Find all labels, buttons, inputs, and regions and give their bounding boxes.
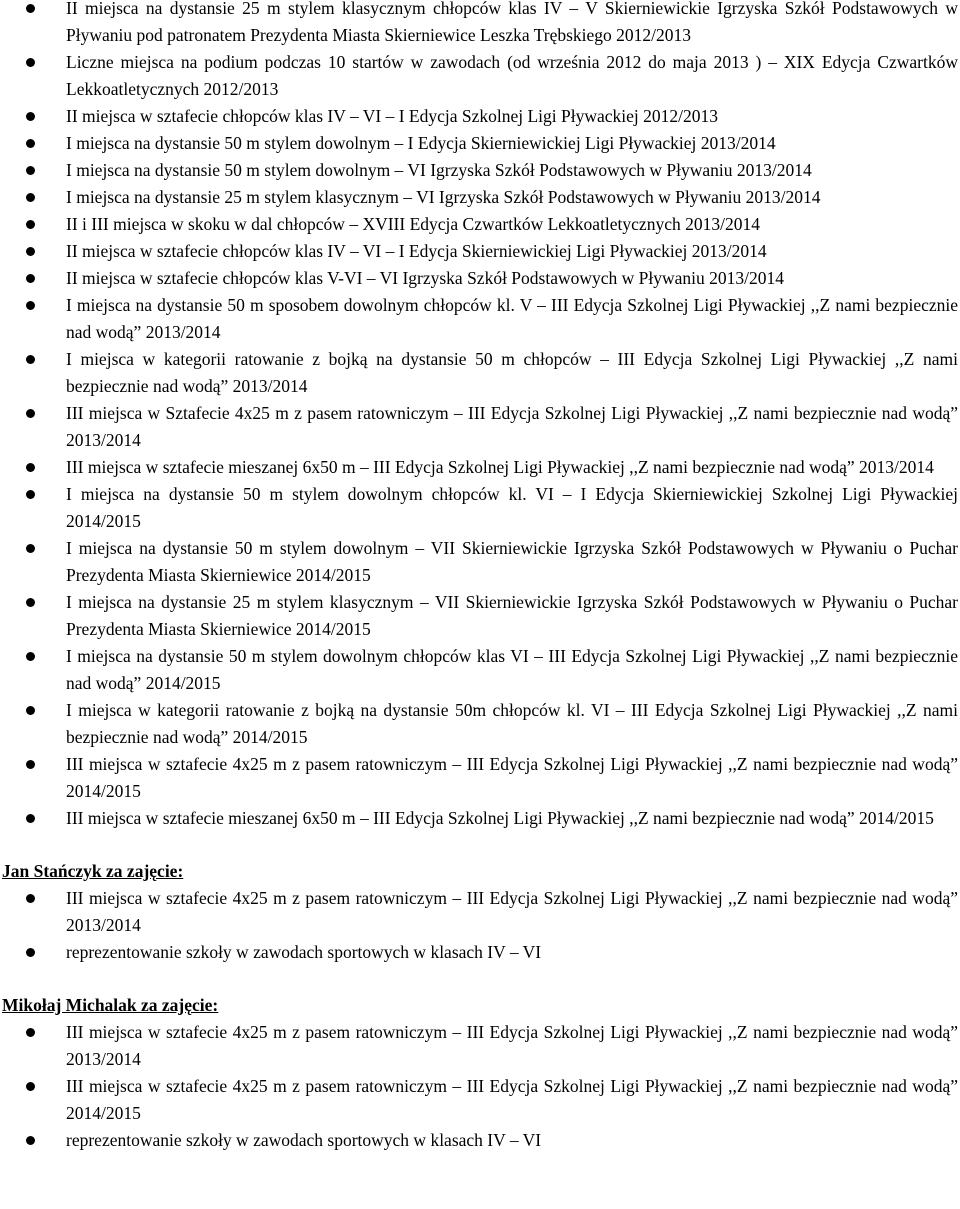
list-item	[0, 238, 960, 265]
list-item	[0, 211, 960, 238]
list-item	[0, 481, 960, 535]
list-item	[0, 130, 960, 157]
list-item	[0, 400, 960, 454]
list-item	[0, 939, 960, 966]
section-heading-mikolaj-michalak: Mikołaj Michalak za zajęcie:	[2, 995, 219, 1015]
bullet-icon	[26, 948, 35, 957]
bullet-icon	[26, 409, 35, 418]
list-item-text: I miejsca w kategorii ratowanie z bojką na dystansie 50m chłopców kl. VI – III Edycja Szkolnej Ligi Pływackiej ,,Z nami bezpiecznie nad wodą” 2014/2015	[66, 700, 958, 747]
list-item-text: III miejsca w sztafecie 4x25 m z pasem ratowniczym – III Edycja Szkolnej Ligi Pływackiej ,,Z nami bezpiecznie nad wodą” 2013/2014	[66, 1022, 958, 1069]
list-item	[0, 535, 960, 589]
bullet-icon	[26, 355, 35, 364]
list-item-text: I miejsca na dystansie 50 m stylem dowolnym chłopców kl. VI – I Edycja Skierniewickiej Szkolnej Ligi Pływackiej 2014/2015	[66, 484, 958, 531]
list-item-text: reprezentowanie szkoły w zawodach sportowych w klasach IV – VI	[66, 942, 542, 962]
list-item	[0, 292, 960, 346]
list-item-text: II miejsca w sztafecie chłopców klas IV – VI – I Edycja Szkolnej Ligi Pływackiej 2012/2013	[66, 106, 719, 126]
list-item	[0, 454, 960, 481]
bullet-icon	[26, 544, 35, 553]
list-item	[0, 885, 960, 939]
list-item-text: III miejsca w sztafecie mieszanej 6x50 m – III Edycja Szkolnej Ligi Pływackiej ,,Z nami bezpiecznie nad wodą” 2014/2015	[66, 808, 934, 828]
list-item-text: III miejsca w sztafecie mieszanej 6x50 m – III Edycja Szkolnej Ligi Pływackiej ,,Z nami bezpiecznie nad wodą” 2013/2014	[66, 457, 934, 477]
list-item	[0, 346, 960, 400]
list-item	[0, 1073, 960, 1127]
bullet-icon	[26, 814, 35, 823]
list-item	[0, 1019, 960, 1073]
bullet-icon	[26, 706, 35, 715]
list-item	[0, 0, 960, 49]
list-item	[0, 157, 960, 184]
bullet-icon	[26, 490, 35, 499]
bullet-icon	[26, 58, 35, 67]
bullet-icon	[26, 4, 35, 13]
list-item	[0, 103, 960, 130]
list-item-text: III miejsca w sztafecie 4x25 m z pasem ratowniczym – III Edycja Szkolnej Ligi Pływackiej ,,Z nami bezpiecznie nad wodą” 2013/2014	[66, 888, 958, 935]
list-item-text: III miejsca w Sztafecie 4x25 m z pasem ratowniczym – III Edycja Szkolnej Ligi Pływackiej ,,Z nami bezpiecznie nad wodą” 2013/2014	[66, 403, 958, 450]
list-item	[0, 805, 960, 832]
list-item	[0, 265, 960, 292]
list-item-text: I miejsca na dystansie 50 m stylem dowolnym chłopców klas VI – III Edycja Szkolnej Ligi Pływackiej ,,Z nami bezpiecznie nad wodą” 2014/2015	[66, 646, 958, 693]
section-heading-jan-stanczyk: Jan Stańczyk za zajęcie:	[2, 861, 184, 881]
list-item	[0, 697, 960, 751]
bullet-icon	[26, 193, 35, 202]
list-item-text: I miejsca w kategorii ratowanie z bojką na dystansie 50 m chłopców – III Edycja Szkolnej Ligi Pływackiej ,,Z nami bezpiecznie nad wodą” 2013/2014	[66, 349, 958, 396]
list-item	[0, 589, 960, 643]
list-item	[0, 49, 960, 103]
bullet-icon	[26, 1028, 35, 1037]
bullet-icon	[26, 274, 35, 283]
bullet-icon	[26, 463, 35, 472]
bullet-icon	[26, 760, 35, 769]
list-item-text: I miejsca na dystansie 50 m stylem dowolnym – VII Skierniewickie Igrzyska Szkół Podstawowych w Pływaniu o Puchar Prezydenta Miasta Skierniewice 2014/2015	[66, 538, 958, 585]
bullet-icon	[26, 139, 35, 148]
list-item-text: II miejsca w sztafecie chłopców klas IV – VI – I Edycja Skierniewickiej Ligi Pływackiej 2013/2014	[66, 241, 767, 261]
bullet-icon	[26, 112, 35, 121]
list-item-text: II i III miejsca w skoku w dal chłopców – XVIII Edycja Czwartków Lekkoatletycznych 2013/2014	[66, 214, 760, 234]
list-item-text: II miejsca na dystansie 25 m stylem klasycznym chłopców klas IV – V Skierniewickie Igrzyska Szkół Podstawowych w Pływaniu pod patronatem Prezydenta Miasta Skierniewice Leszka Trębskiego 2012/2013	[66, 0, 958, 45]
bullet-icon	[26, 247, 35, 256]
list-item	[0, 1127, 960, 1154]
list-item-text: I miejsca na dystansie 25 m stylem klasycznym – VI Igrzyska Szkół Podstawowych w Pływaniu 2013/2014	[66, 187, 821, 207]
bullet-icon	[26, 652, 35, 661]
list-item-text: reprezentowanie szkoły w zawodach sportowych w klasach IV – VI	[66, 1130, 542, 1150]
list-item	[0, 184, 960, 211]
bullet-icon	[26, 166, 35, 175]
list-item-text: I miejsca na dystansie 50 m stylem dowolnym – VI Igrzyska Szkół Podstawowych w Pływaniu 2013/2014	[66, 160, 812, 180]
list-item-text: Liczne miejsca na podium podczas 10 startów w zawodach (od września 2012 do maja 2013 ) – XIX Edycja Czwartków Lekkoatletycznych 2012/2013	[66, 52, 958, 99]
achievement-list-jan-stanczyk	[0, 885, 960, 966]
bullet-icon	[26, 894, 35, 903]
bullet-icon	[26, 1136, 35, 1145]
achievement-list-mikolaj-michalak	[0, 1019, 960, 1154]
list-item-text: III miejsca w sztafecie 4x25 m z pasem ratowniczym – III Edycja Szkolnej Ligi Pływackiej ,,Z nami bezpiecznie nad wodą” 2014/2015	[66, 1076, 958, 1123]
list-item	[0, 751, 960, 805]
list-item-text: I miejsca na dystansie 50 m stylem dowolnym – I Edycja Skierniewickiej Ligi Pływackiej 2013/2014	[66, 133, 776, 153]
bullet-icon	[26, 598, 35, 607]
bullet-icon	[26, 220, 35, 229]
list-item-text: III miejsca w sztafecie 4x25 m z pasem ratowniczym – III Edycja Szkolnej Ligi Pływackiej ,,Z nami bezpiecznie nad wodą” 2014/2015	[66, 754, 958, 801]
list-item-text: I miejsca na dystansie 25 m stylem klasycznym – VII Skierniewickie Igrzyska Szkół Podstawowych w Pływaniu o Puchar Prezydenta Miasta Skierniewice 2014/2015	[66, 592, 958, 639]
list-item-text: I miejsca na dystansie 50 m sposobem dowolnym chłopców kl. V – III Edycja Szkolnej Ligi Pływackiej ,,Z nami bezpiecznie nad wodą” 2013/2014	[66, 295, 958, 342]
list-item	[0, 643, 960, 697]
bullet-icon	[26, 1082, 35, 1091]
list-item-text: II miejsca w sztafecie chłopców klas V-VI – VI Igrzyska Szkół Podstawowych w Pływaniu 2013/2014	[66, 268, 785, 288]
bullet-icon	[26, 301, 35, 310]
